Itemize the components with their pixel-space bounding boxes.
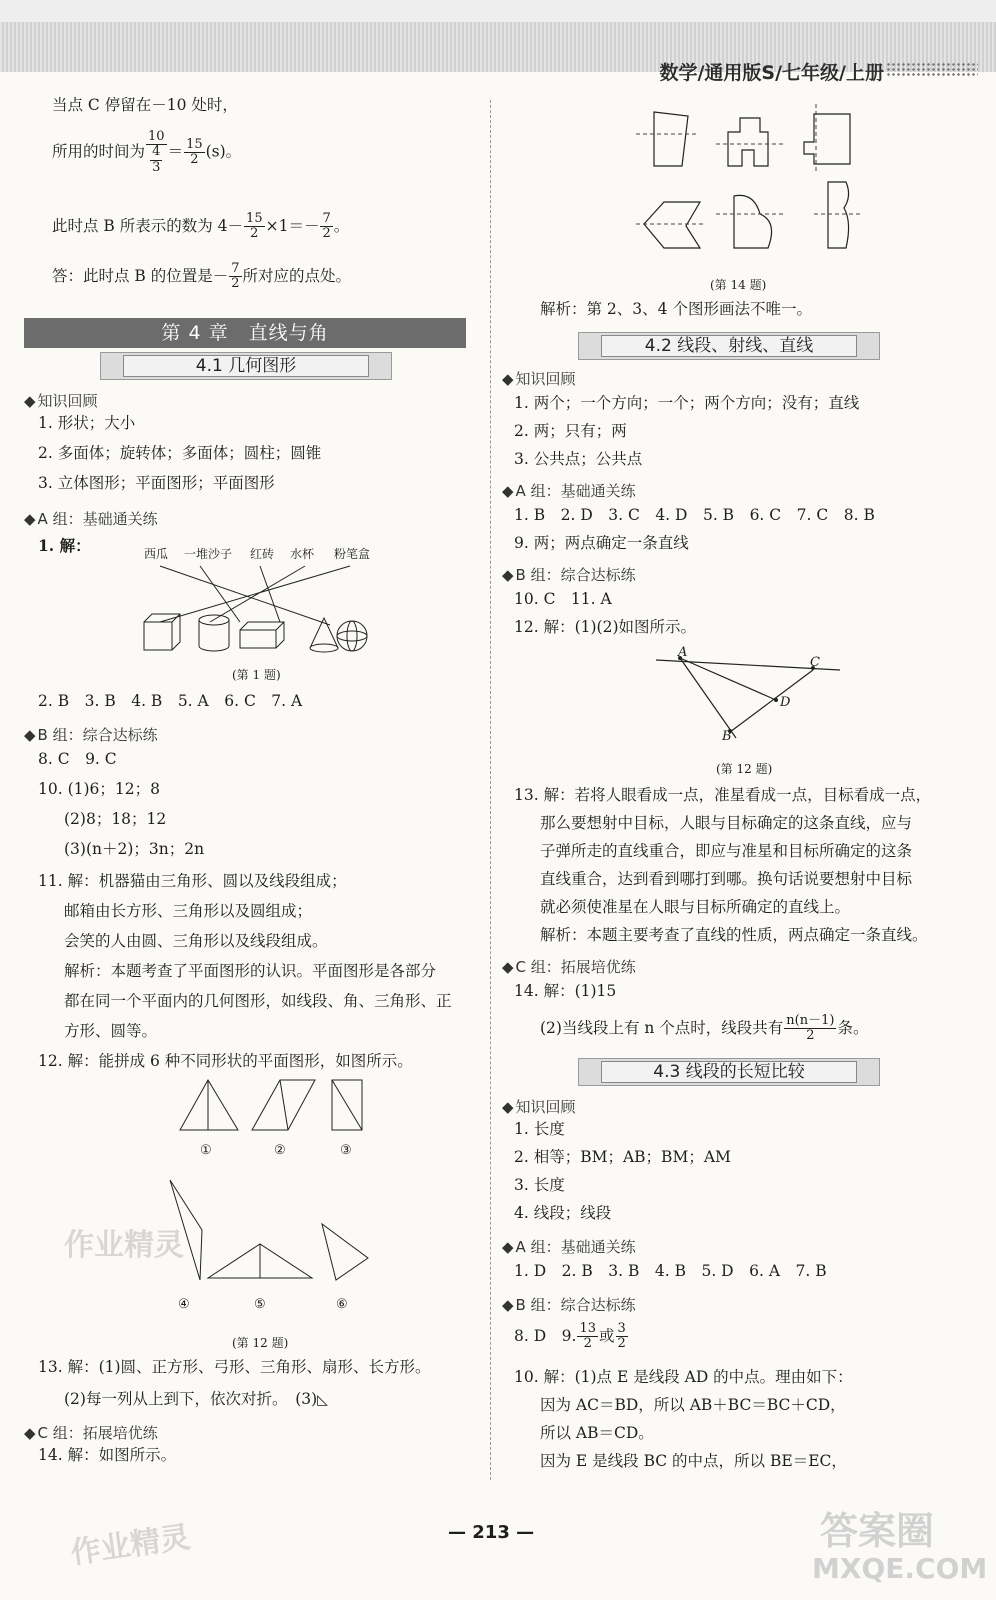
answer-line: 10. C 11. A: [514, 590, 612, 608]
text-line: 10. 解：(1)点 E 是线段 AD 的中点。理由如下：: [514, 1368, 853, 1386]
header-dots: [886, 62, 978, 78]
point-label: A: [678, 645, 688, 660]
text-line: 13. 解：(1)圆、正方形、弓形、三角形、扇形、长方形。: [38, 1358, 431, 1376]
section-title: 4.2 线段、射线、直线: [601, 335, 857, 357]
text-line: 会笑的人由圆、三角形以及线段组成。: [64, 932, 328, 950]
watermark: MXQE.COM: [812, 1552, 988, 1585]
fraction: $\frac{7}{2}$: [322, 211, 331, 242]
text-line: (2)当线段上有 n 个点时，线段共有 $\frac{n(n-1)}{2}$ 条。: [540, 1013, 869, 1044]
shape-number: ③: [340, 1143, 352, 1158]
section-heading: ◆ 知识回顾: [502, 1098, 576, 1116]
shape-number: ④: [178, 1297, 190, 1312]
fig-label: 西瓜: [144, 547, 169, 561]
answer-line: (3)(n＋2)；3n；2n: [64, 840, 205, 858]
fraction: $\frac{13}{2}$: [579, 1321, 596, 1352]
text-line: 1. 长度: [514, 1120, 565, 1138]
text-line: 直线重合，达到看到哪打到哪。换句话说要想射中目标: [540, 870, 913, 888]
text-line: 子弹所走的直线重合，即应与准星和目标所确定的这条: [540, 842, 913, 860]
fig-label: 水杯: [290, 547, 315, 561]
text-line: 12. 解：(1)(2)如图所示。: [514, 618, 696, 636]
page-number: — 213 —: [448, 1522, 535, 1543]
section-heading: ◆ B 组：综合达标练: [502, 1296, 636, 1314]
text-line: (2)每一列从上到下，依次对折。 (3)◺: [64, 1390, 328, 1408]
column-divider: [490, 100, 491, 1480]
watermark: 作业精灵: [64, 1228, 184, 1263]
text-line: 方形、圆等。: [64, 1022, 158, 1040]
section-heading: ◆ B 组：综合达标练: [24, 726, 158, 744]
text-line: 14. 解：(1)15: [514, 982, 617, 1000]
text-line: 3. 立体图形；平面图形；平面图形: [38, 474, 275, 492]
answer-line: 1. B 2. D 3. C 4. D 5. B 6. C 7. C 8. B: [514, 506, 875, 524]
answer-line: 8. C 9. C: [38, 750, 117, 768]
figure-caption: (第 12 题): [716, 762, 773, 776]
header-title: 数学/通用版S/七年级/上册: [659, 62, 884, 84]
text-line: 解析：本题主要考查了直线的性质，两点确定一条直线。: [540, 926, 928, 944]
text-line: 邮箱由长方形、三角形以及圆组成；: [64, 902, 313, 920]
section-title-box: [578, 1058, 880, 1086]
text-line: 那么要想射中目标，人眼与目标确定的这条直线，应与: [540, 814, 913, 832]
section-title-box: [578, 332, 880, 360]
figure-caption: (第 1 题): [232, 668, 281, 682]
watermark: 作业精灵: [68, 1519, 193, 1572]
solids-figure: [130, 560, 390, 660]
section-title: 4.1 几何图形: [123, 355, 369, 377]
text-line: 3. 长度: [514, 1176, 565, 1194]
answer-line: 9. 两；两点确定一条直线: [514, 534, 689, 552]
shapes-figure: [160, 1080, 380, 1310]
text-line: 12. 解：能拼成 6 种不同形状的平面图形，如图所示。: [38, 1052, 413, 1070]
answer-line: 2. B 3. B 4. B 5. A 6. C 7. A: [38, 692, 303, 710]
answer-line: (2)8；18；12: [64, 810, 167, 828]
text-line: 14. 解：如图所示。: [38, 1446, 177, 1464]
text-line: 解析：第 2、3、4 个图形画法不唯一。: [540, 300, 812, 318]
section-heading: ◆ A 组：基础通关练: [24, 510, 158, 528]
fraction: $\frac{3}{2}$: [617, 1321, 626, 1352]
section-heading: ◆ 知识回顾: [502, 370, 576, 388]
text-line: 因为 E 是线段 BC 的中点，所以 BE＝EC，: [540, 1452, 847, 1470]
q14-figure: [636, 104, 866, 274]
section-title-box: [100, 352, 392, 380]
text-line: 2. 两；只有；两: [514, 422, 627, 440]
fraction: $\frac{n(n-1)}{2}$: [786, 1013, 835, 1044]
text-line: 1. 形状；大小: [38, 414, 136, 432]
text-line: 2. 多面体；旋转体；多面体；圆柱；圆锥: [38, 444, 322, 462]
figure-caption: (第 12 题): [232, 1336, 289, 1350]
fraction: $\frac{15}{2}$: [186, 136, 203, 167]
text-line-answer: 答：此时点 B 的位置是－ $\frac{7}{2}$ 所对应的点处。: [52, 261, 352, 292]
answer-line: 10. (1)6；12；8: [38, 780, 160, 798]
text-line: 13. 解：若将人眼看成一点，准星看成一点，目标看成一点，: [514, 786, 932, 804]
text-line: 因为 AC＝BD，所以 AB＋BC＝BC＋CD，: [540, 1396, 846, 1414]
figure-caption: (第 14 题): [710, 278, 767, 292]
section-heading: ◆ 知识回顾: [24, 392, 98, 410]
section-heading: ◆ C 组：拓展培优练: [24, 1424, 158, 1442]
fig-label: 一堆沙子: [184, 547, 233, 561]
shape-number: ⑤: [254, 1297, 266, 1312]
text-line: 4. 线段；线段: [514, 1204, 612, 1222]
answer-line: 8. D 9. $\frac{13}{2}$ 或 $\frac{3}{2}$: [514, 1321, 626, 1352]
text-line: 当点 C 停留在－10 处时，: [52, 96, 238, 114]
lines-figure: [650, 646, 850, 746]
point-label: D: [780, 695, 791, 710]
fig-label: 粉笔盒: [334, 547, 371, 561]
text-line: 就必须使准星在人眼与目标所确定的直线上。: [540, 898, 851, 916]
point-label: C: [810, 655, 820, 670]
point-label: B: [722, 729, 732, 744]
section-heading: ◆ A 组：基础通关练: [502, 1238, 636, 1256]
section-heading: ◆ A 组：基础通关练: [502, 482, 636, 500]
text-line: 1. 解：: [38, 536, 91, 555]
text-line-time: 所用的时间为 $\frac{10}{\frac{4}{3}}$ ＝ $\frac{15}{2}$ (s)。: [52, 129, 242, 175]
text-line: 3. 公共点；公共点: [514, 450, 643, 468]
answer-line: 1. D 2. B 3. B 4. B 5. D 6. A 7. B: [514, 1262, 827, 1280]
text-line: 1. 两个；一个方向；一个；两个方向；没有；直线: [514, 394, 860, 412]
shape-number: ②: [274, 1143, 286, 1158]
text-line: 所以 AB＝CD。: [540, 1424, 654, 1442]
fig-label: 红砖: [250, 547, 275, 561]
text-line: 都在同一个平面内的几何图形，如线段、角、三角形、正: [64, 992, 452, 1010]
section-title: 4.3 线段的长短比较: [601, 1061, 857, 1083]
chapter-title: 第 4 章 直线与角: [24, 318, 466, 348]
text-line-b-value: 此时点 B 所表示的数为 4－ $\frac{15}{2}$ ×1＝－ $\frac{7}{2}$ 。: [52, 211, 350, 242]
text-line: 2. 相等；BM；AB；BM；AM: [514, 1148, 731, 1166]
watermark: 答案圈: [820, 1509, 935, 1553]
section-heading: ◆ B 组：综合达标练: [502, 566, 636, 584]
fraction: $\frac{10}{\frac{4}{3}}$: [148, 129, 165, 175]
shape-number: ⑥: [336, 1297, 348, 1312]
fraction: $\frac{7}{2}$: [231, 261, 240, 292]
text-line: 11. 解：机器猫由三角形、圆以及线段组成；: [38, 872, 347, 890]
text-line: 解析：本题考查了平面图形的认识。平面图形是各部分: [64, 962, 437, 980]
shape-number: ①: [200, 1143, 212, 1158]
section-heading: ◆ C 组：拓展培优练: [502, 958, 636, 976]
fraction: $\frac{15}{2}$: [246, 211, 263, 242]
